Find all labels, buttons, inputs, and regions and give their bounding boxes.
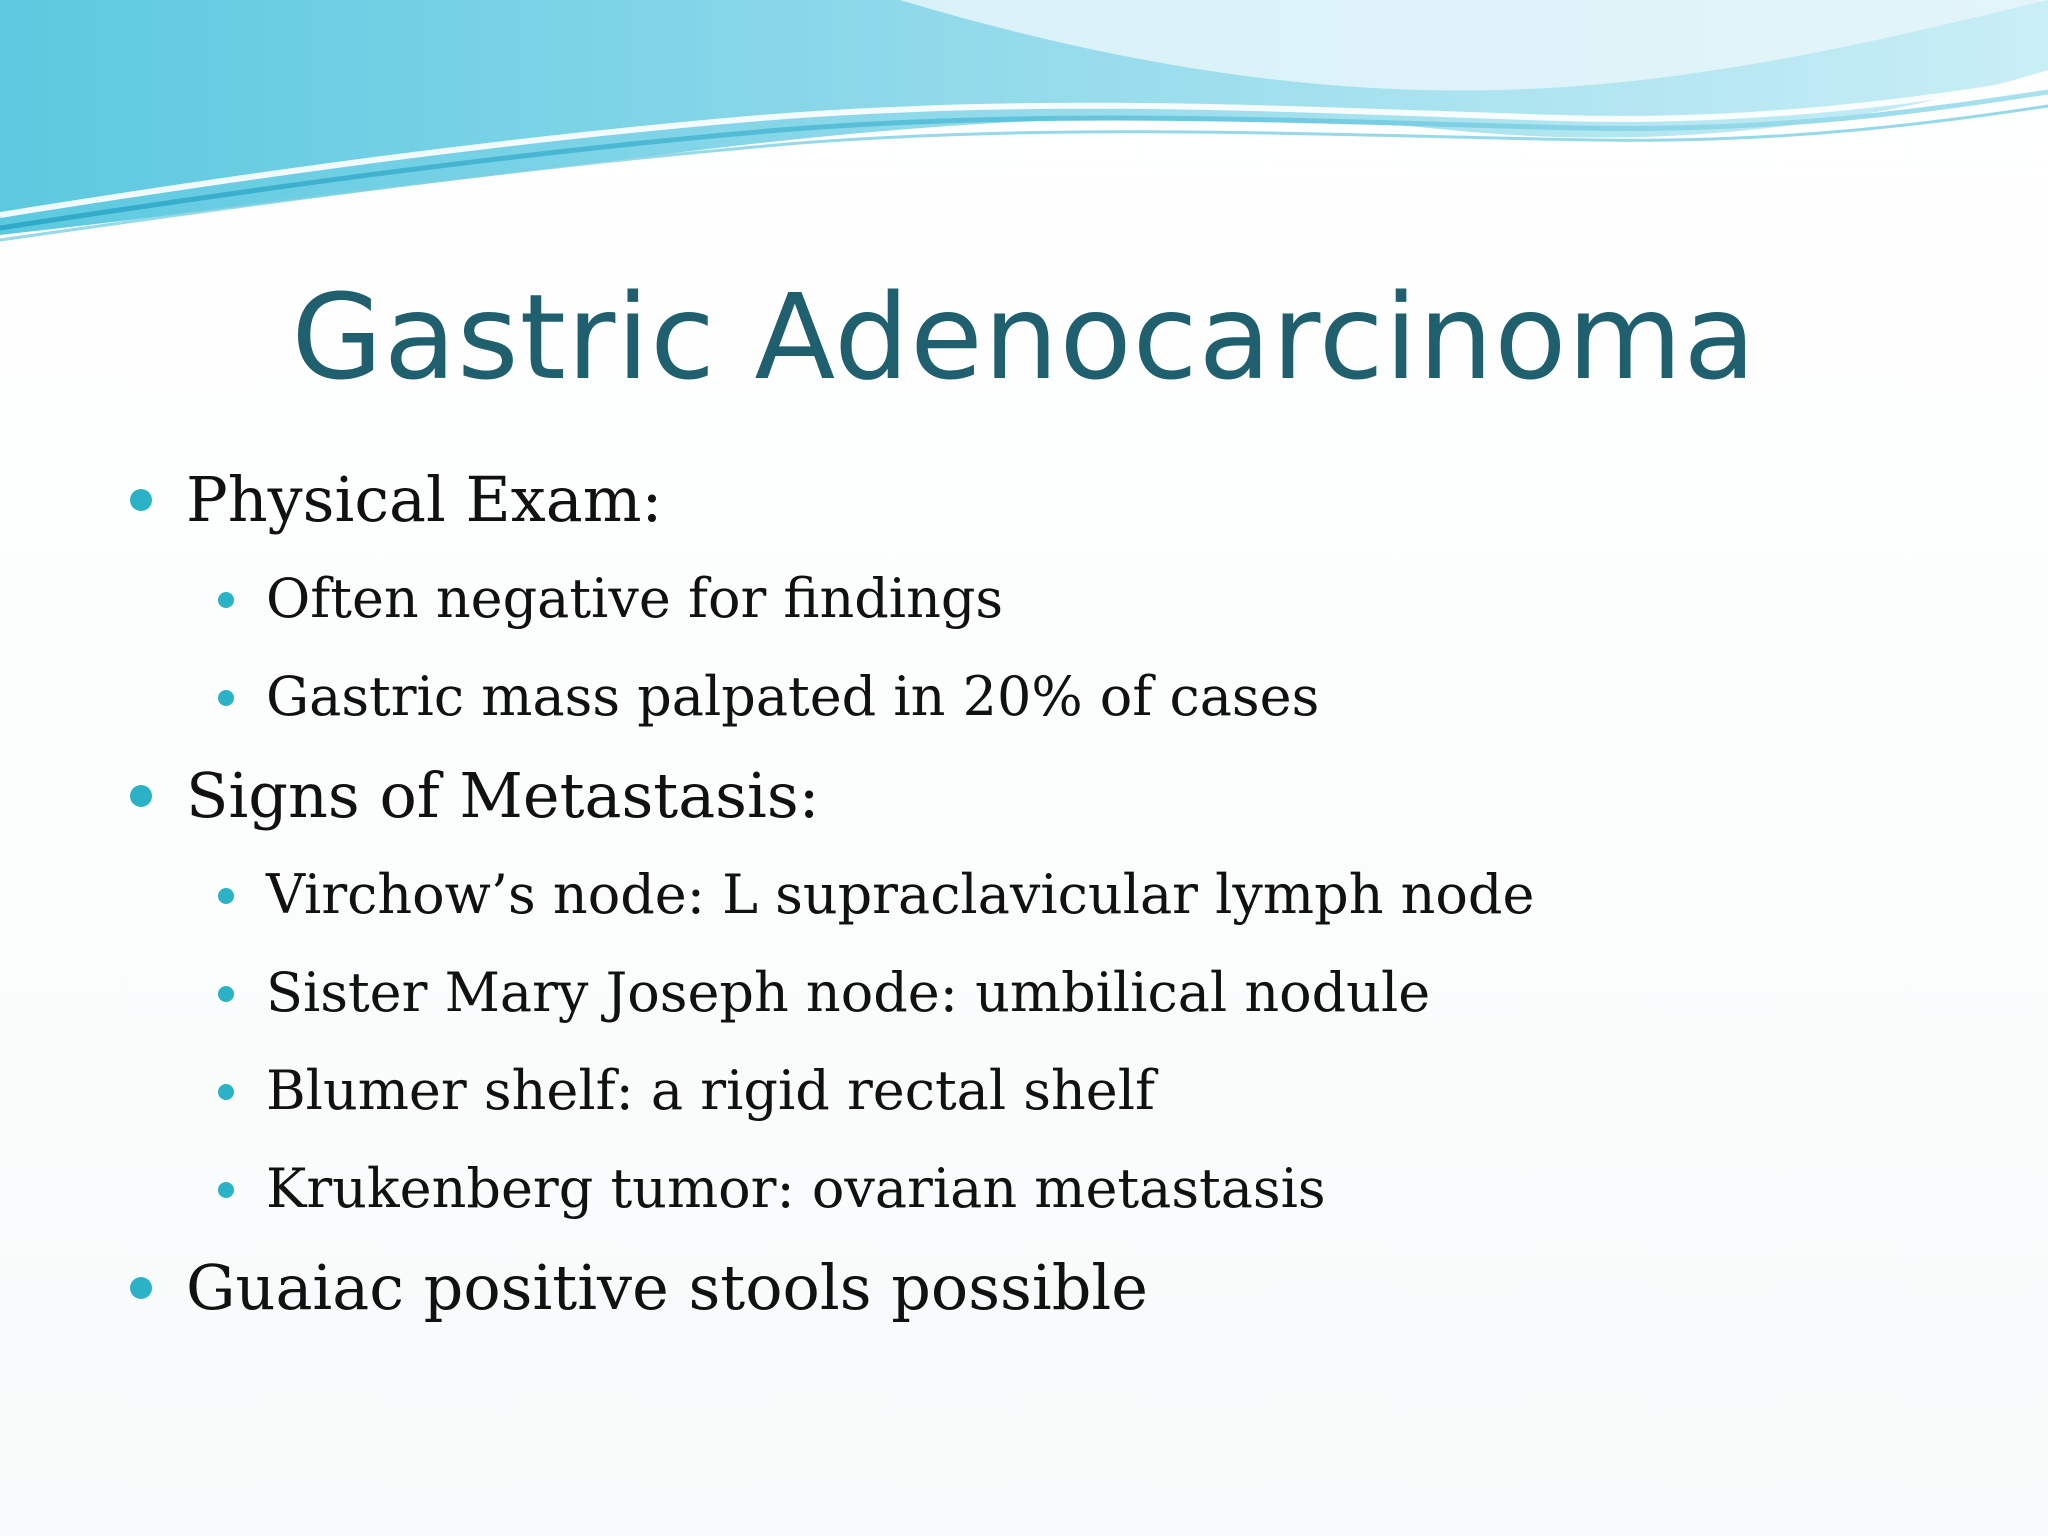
bullet-text: Krukenberg tumor: ovarian metastasis	[266, 1157, 1326, 1220]
bullet-text: Blumer shelf: a rigid rectal shelf	[266, 1059, 1155, 1122]
bullet-signs-of-metastasis	[128, 746, 1928, 846]
sub-bullet-virchows-node	[128, 846, 1928, 944]
bullet-list	[128, 450, 1928, 1338]
bullet-text: Virchow’s node: L supraclavicular lymph node	[266, 863, 1535, 926]
bullet-dot-icon	[218, 1084, 234, 1100]
bullet-text: Often negative for findings	[266, 567, 1004, 630]
bullet-dot-icon	[130, 1277, 152, 1299]
sub-bullet-gastric-mass	[128, 648, 1928, 746]
bullet-text: Physical Exam:	[186, 463, 663, 536]
sub-bullet-often-negative	[128, 550, 1928, 648]
slide-title: Gastric Adenocarcinoma	[291, 268, 1757, 406]
bullet-text: Sister Mary Joseph node: umbilical nodule	[266, 961, 1431, 1024]
bullet-text: Gastric mass palpated in 20% of cases	[266, 665, 1320, 728]
bullet-guaiac-positive	[128, 1238, 1928, 1338]
bullet-dot-icon	[218, 592, 234, 608]
bullet-text: Guaiac positive stools possible	[186, 1251, 1148, 1324]
bullet-dot-icon	[218, 690, 234, 706]
bullet-physical-exam	[128, 450, 1928, 550]
header-wave-decoration	[0, 0, 2048, 260]
sub-bullet-blumer-shelf	[128, 1042, 1928, 1140]
bullet-dot-icon	[218, 1182, 234, 1198]
bullet-dot-icon	[130, 489, 152, 511]
bullet-dot-icon	[130, 785, 152, 807]
sub-bullet-krukenberg-tumor	[128, 1140, 1928, 1238]
bullet-dot-icon	[218, 888, 234, 904]
sub-bullet-sister-mary-joseph	[128, 944, 1928, 1042]
bullet-text: Signs of Metastasis:	[186, 759, 820, 832]
bullet-dot-icon	[218, 986, 234, 1002]
